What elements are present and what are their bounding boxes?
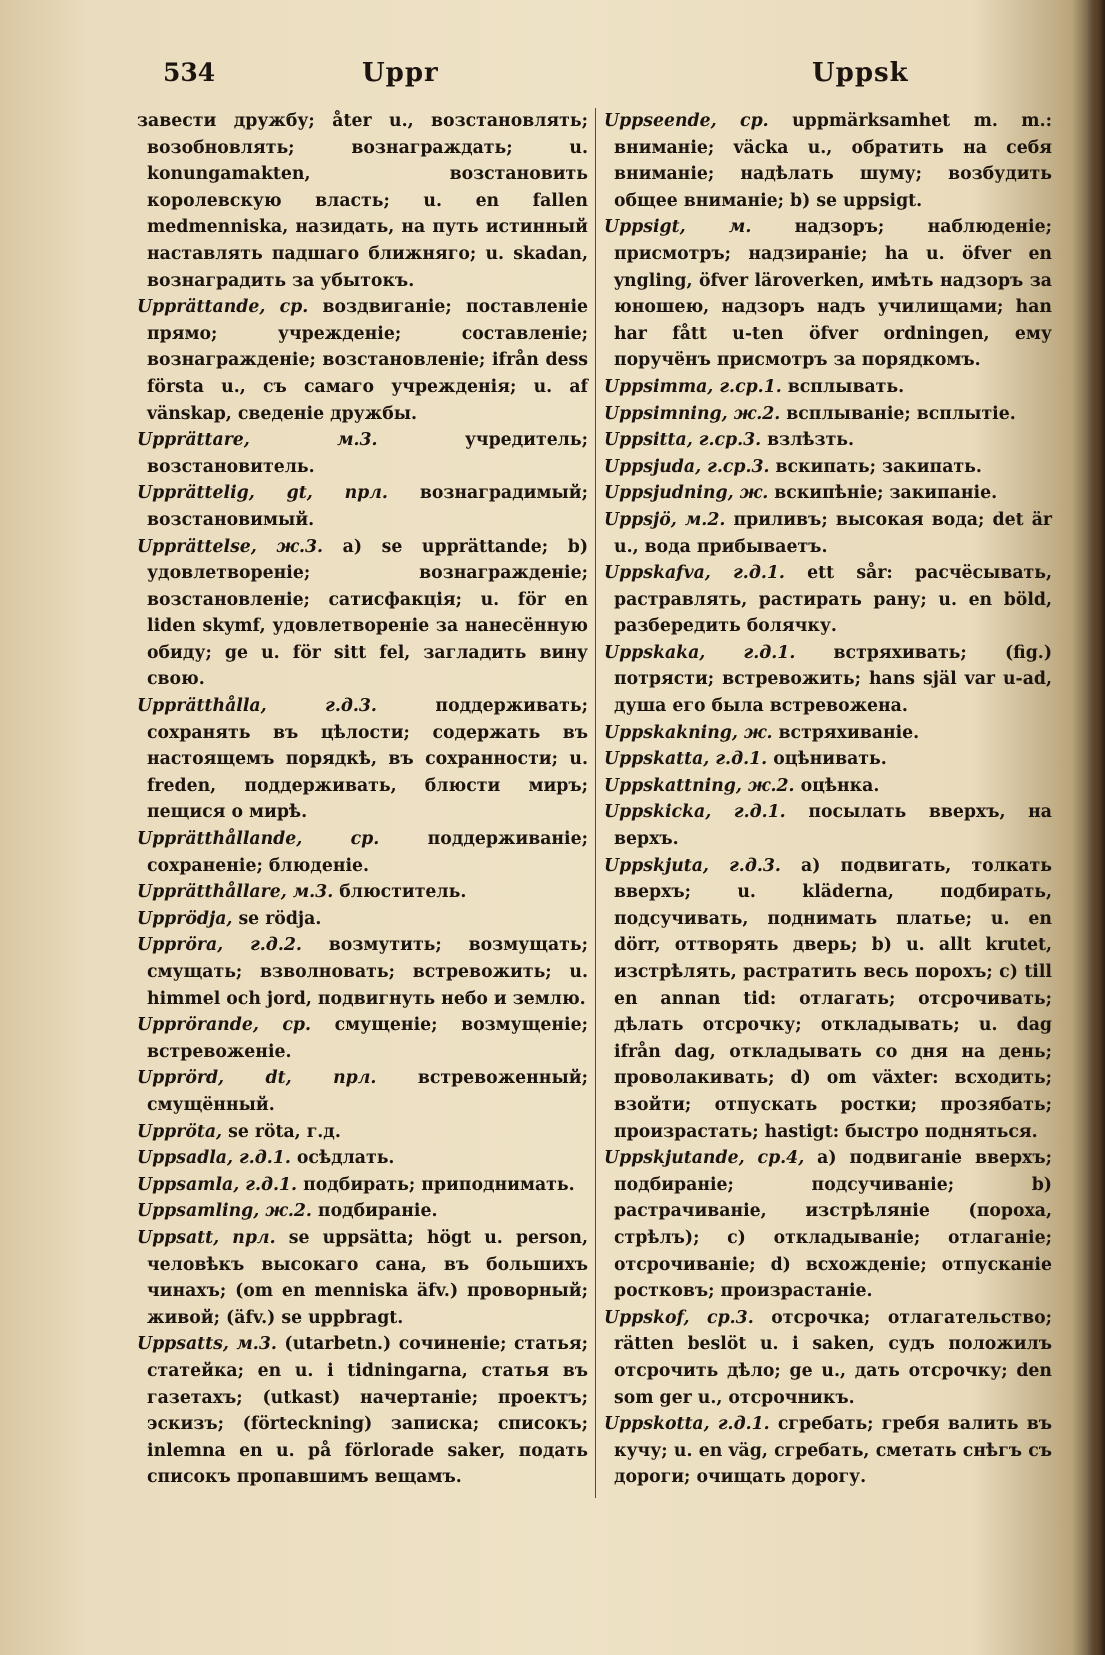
dictionary-entry: Upprörande, ср. смущеніе; возмущеніе; встревоженіе. xyxy=(137,1015,588,1062)
dictionary-entry: Uppskicka, г.д.1. посылать вверхъ, на верхъ. xyxy=(604,802,1052,850)
dictionary-entry: Upprättare, м.3. учредитель; возстановитель. xyxy=(137,430,588,477)
header-left-guideword: Uppr xyxy=(362,58,439,88)
dictionary-entry: Upprättelse, ж.3. a) se upprättande; b) удовлетвореніе; вознагражденіе; возстановленіе; сатисфакція; u. för en liden skymf, удовлетвореніе за нанесённую обиду; ge u. för sitt fel, загладить вину свою. xyxy=(137,536,588,690)
dictionary-entry: Uppseende, ср. uppmärksamhet m. m.: вниманіе; väcka u., обратить на себя вниманіе; надѣлать шуму; возбудить общее вниманіе; b) se uppsigt. xyxy=(604,111,1052,211)
dictionary-entry: Uppsadla, г.д.1. осѣдлать. xyxy=(137,1148,395,1169)
dictionary-entry: Uppsatt, прл. se uppsätta; högt u. person, человѣкъ высокаго сана, въ большихъ чинахъ; (om en menniska äfv.) проворный; живой; (äfv.) se uppbragt. xyxy=(137,1227,588,1328)
dictionary-entry: Uppsimma, г.ср.1. всплывать. xyxy=(604,376,905,397)
right-column xyxy=(604,108,1052,1491)
dictionary-entry: Uppskattning, ж.2. оцѣнка. xyxy=(604,775,880,796)
dictionary-entry: Uppsatts, м.3. (utarbetn.) сочиненіе; статья; статейка; en u. i tidningarna, статья въ газетахъ; (utkast) начертаніе; проектъ; эскизъ; (förteckning) записка; списокъ; inlemna en u. på förlorade saker, подать списокъ пропавшимъ вещамъ. xyxy=(137,1334,588,1488)
dictionary-entry: Upprätthålla, г.д.3. поддерживать; сохранять въ цѣлости; содержать въ настоящемъ порядкѣ, въ сохранности; u. freden, поддерживать, блюсти миръ; пещися о мирѣ. xyxy=(137,696,588,823)
dictionary-entry: Uppskjutande, ср.4, a) подвиганіе вверхъ; подбираніе; подсучиваніе; b) растрачиваніе, изстрѣляніе (пороха, стрѣлъ); c) откладываніе; отлаганіе; отсрочиваніе; d) всхожденіе; отпусканіе ростковъ; произрастаніе. xyxy=(604,1148,1052,1302)
dictionary-entry: Uppskafva, г.д.1. ett sår: расчёсывать, растравлять, растирать рану; u. en böld, разбередить болячку. xyxy=(604,563,1053,637)
dictionary-entry: Upprödja, se rödja. xyxy=(137,908,322,929)
running-header xyxy=(0,58,1105,98)
dictionary-entry: Uppskatta, г.д.1. оцѣнивать. xyxy=(604,749,887,770)
dictionary-entry: Uppsitta, г.ср.3. взлѣзть. xyxy=(604,430,855,451)
dictionary-entry: Upprättelig, gt, прл. вознаградимый; возстановимый. xyxy=(137,483,588,530)
book-spine-edge xyxy=(1087,0,1105,1655)
column-divider xyxy=(595,108,596,1498)
dictionary-entry: Uppsjuda, г.ср.3. вскипать; закипать. xyxy=(604,456,982,477)
dictionary-entry: Uppröta, se röta, г.д. xyxy=(137,1121,341,1142)
dictionary-entry: Uppsigt, м. надзоръ; наблюденіе; присмотръ; надзираніе; ha u. öfver en yngling, öfver läroverken, имѣть надзоръ за юношею, надзоръ надъ училищами; han har fått u-ten öfver ordningen, ему поручёнъ присмотръ за порядкомъ. xyxy=(604,217,1052,371)
dictionary-entry: Uppröra, г.д.2. возмутить; возмущать; смущать; взволновать; встревожить; u. himmel och jord, подвигнуть небо и землю. xyxy=(137,935,588,1009)
dictionary-entry: Upprätthållare, м.3. блюститель. xyxy=(137,882,467,903)
page-number: 534 xyxy=(163,58,216,87)
left-column xyxy=(137,108,588,1491)
dictionary-entry: Uppskotta, г.д.1. сгребать; гребя валить въ кучу; u. en väg, сгребать, сметать снѣгъ съ дороги; очищать дорогу. xyxy=(604,1414,1052,1488)
dictionary-entry: Uppskjuta, г.д.3. a) подвигать, толкать вверхъ; u. kläderna, подбирать, подсучивать, поднимать платье; u. en dörr, оттворять дверь; b) u. allt krutet, изстрѣлять, растратить весь порохъ; c) till en annan tid: отлагать; отсрочивать; дѣлать отсрочку; откладывать; u. dag ifrån dag, откладывать со дня на день; проволакивать; d) om växter: всходить; взойти; отпускать ростки; прозябать; произрастать; hastigt: быстро подняться. xyxy=(604,855,1052,1142)
dictionary-entry: Upprätthållande, ср. поддерживаніе; сохраненіе; блюденіе. xyxy=(137,829,588,876)
header-right-guideword: Uppsk xyxy=(812,58,909,88)
dictionary-entry: Upprörd, dt, прл. встревоженный; смущённый. xyxy=(137,1068,588,1115)
dictionary-entry: Uppsjö, м.2. приливъ; высокая вода; det är u., вода прибываетъ. xyxy=(604,509,1052,557)
dictionary-entry: Uppsamla, г.д.1. подбирать; приподнимать. xyxy=(137,1174,575,1195)
dictionary-entry: Uppskakning, ж. встряхиваніе. xyxy=(604,722,920,743)
dictionary-entry: Uppsamling, ж.2. подбираніе. xyxy=(137,1201,438,1222)
dictionary-entry: Uppskof, ср.3. отсрочка; отлагательство; rätten beslöt u. i saken, судъ положилъ отсрочить дѣло; ge u., дать отсрочку; den som ger u., отсрочникъ. xyxy=(604,1307,1052,1408)
dictionary-entry: Uppskaka, г.д.1. встряхивать; (fig.) потрясти; встревожить; hans själ var u-ad, душа его была встревожена. xyxy=(604,642,1052,717)
dictionary-entry: завести дружбу; åter u., возстановлять; возобновлять; вознаграждать; u. konungamakten, возстановить королевскую власть; u. en fallen medmenniska, назидать, на путь истинный наставлять падшаго ближняго; u. skadan, вознаградить за убытокъ. xyxy=(137,111,588,291)
dictionary-entry: Upprättande, ср. воздвиганіе; поставленіе прямо; учрежденіе; составленіе; вознагражденіе; возстановленіе; ifrån dess första u., съ самаго учрежденія; u. af vänskap, сведеніе дружбы. xyxy=(137,297,589,424)
dictionary-entry: Uppsjudning, ж. вскипѣніе; закипаніе. xyxy=(604,483,998,504)
dictionary-entry: Uppsimning, ж.2. всплываніе; всплытіе. xyxy=(604,403,1016,424)
